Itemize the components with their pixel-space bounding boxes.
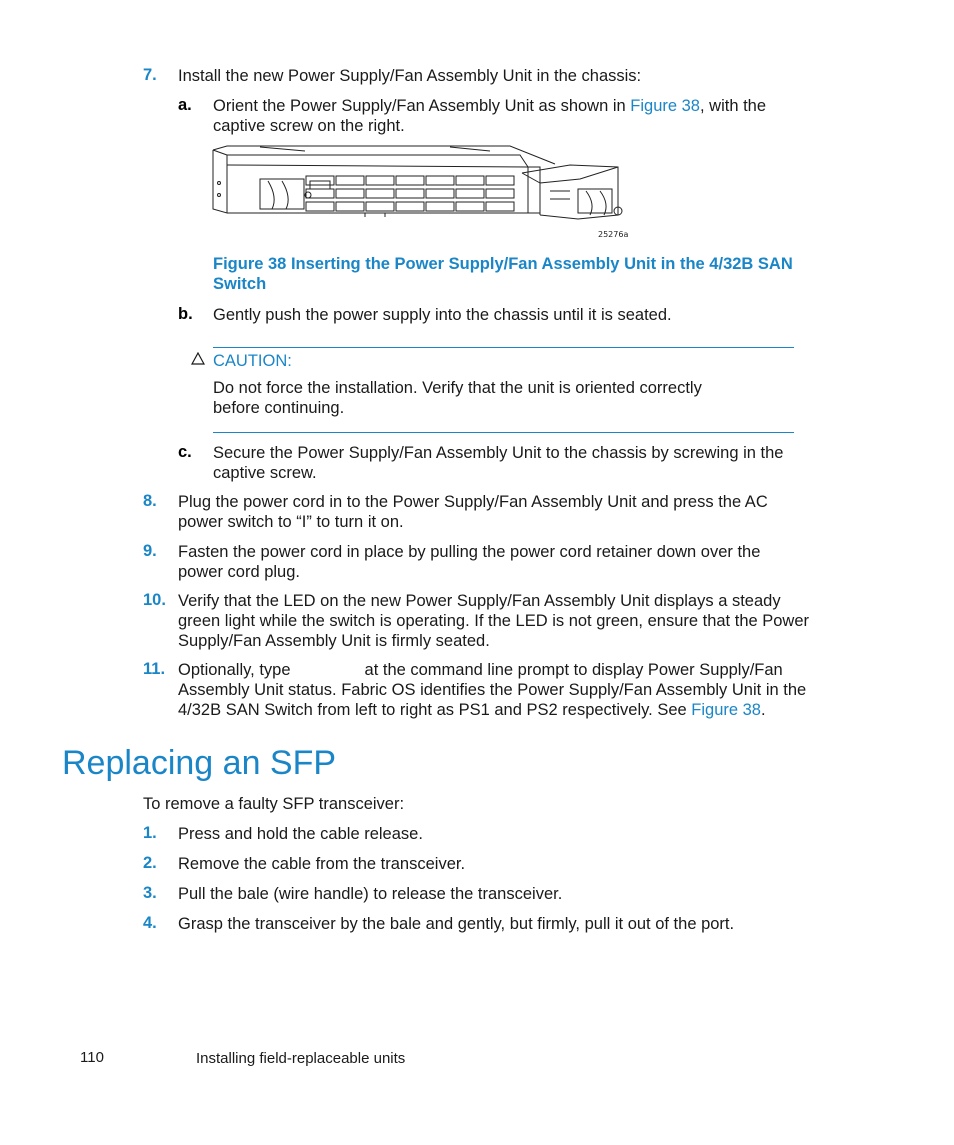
figure-38-link[interactable]: Figure 38 [630, 97, 700, 115]
substep-c-label: c. [178, 443, 192, 461]
substep-a-text: Orient the Power Supply/Fan Assembly Unit as shown in Figure 38, with the captive screw on the right. [213, 97, 767, 135]
step-7-text: Install the new Power Supply/Fan Assembly Unit in the chassis: [178, 67, 642, 85]
sfp-step-2-number: 2. [143, 854, 157, 872]
substep-c-text: Secure the Power Supply/Fan Assembly Unit to the chassis by screwing in the captive screw. [213, 444, 784, 482]
sfp-step-2-text: Remove the cable from the transceiver. [178, 855, 466, 873]
sfp-step-3-number: 3. [143, 884, 157, 902]
caution-bottom-rule [213, 432, 794, 433]
step-8-number: 8. [143, 492, 157, 510]
sfp-step-1-number: 1. [143, 824, 157, 842]
step-7-number: 7. [143, 66, 157, 84]
step-10-number: 10. [143, 591, 166, 609]
figure-38-caption: Figure 38 Inserting the Power Supply/Fan Assembly Unit in the 4/32B SAN Switch [213, 255, 793, 293]
figure-image-label: 25276a [598, 230, 629, 239]
sfp-step-1-text: Press and hold the cable release. [178, 825, 423, 843]
substep-a-label: a. [178, 96, 192, 114]
substep-b-label: b. [178, 305, 193, 323]
caution-text: Do not force the installation. Verify that the unit is oriented correctly before continuing. [213, 379, 702, 417]
step-11-number: 11. [143, 660, 166, 678]
step-9-number: 9. [143, 542, 157, 560]
step-8-text: Plug the power cord in to the Power Supply/Fan Assembly Unit and press the AC power switch to “I” to turn it on. [178, 493, 768, 531]
warning-triangle-icon [191, 352, 205, 365]
power-supply-illustration [210, 143, 640, 241]
step-10-text: Verify that the LED on the new Power Supply/Fan Assembly Unit displays a steady green light while the switch is operating. If the LED is not green, ensure that the Power Supply/Fan Assembly Unit is firmly seated. [178, 592, 810, 650]
section-heading: Replacing an SFP [62, 744, 337, 782]
page-number: 110 [80, 1049, 104, 1066]
section-intro: To remove a faulty SFP transceiver: [143, 795, 405, 813]
footer-chapter-title: Installing field-replaceable units [196, 1050, 406, 1067]
sfp-step-4-number: 4. [143, 914, 157, 932]
sfp-step-3-text: Pull the bale (wire handle) to release the transceiver. [178, 885, 563, 903]
caution-top-rule [213, 347, 794, 348]
substep-b-text: Gently push the power supply into the chassis until it is seated. [213, 306, 672, 324]
caution-title: CAUTION: [213, 352, 292, 370]
sfp-step-4-text: Grasp the transceiver by the bale and gently, but firmly, pull it out of the port. [178, 915, 735, 933]
step-11-text: Optionally, type at the command line prompt to display Power Supply/Fan Assembly Unit status. Fabric OS identifies the Power Supply/Fan Assembly Unit in the 4/32B SAN Switch from left to right as PS1 and PS2 respectively. See Figure 38. [178, 661, 807, 719]
figure-38-link-2[interactable]: Figure 38 [691, 701, 761, 719]
step-9-text: Fasten the power cord in place by pulling the power cord retainer down over the power cord plug. [178, 543, 761, 581]
